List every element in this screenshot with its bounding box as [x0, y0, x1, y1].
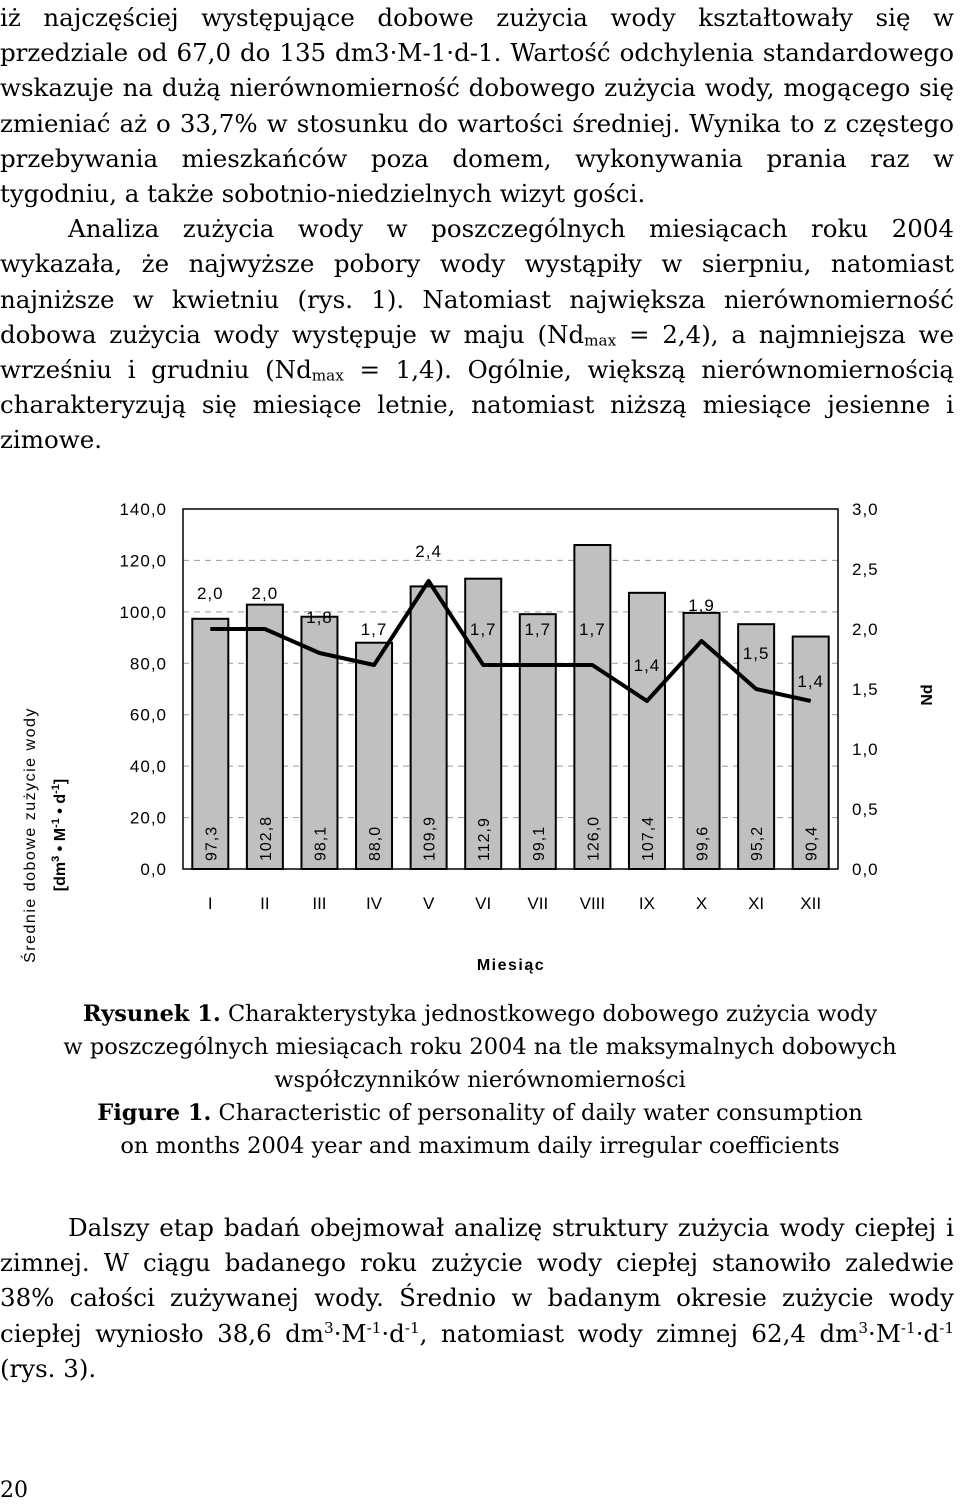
paragraph-2-part-c: = 1,4). Ogólnie, większą nierównomiernością charakteryzują się miesiące letnie, natomiast niższą miesiące jesienne i zimowe. — [0, 355, 954, 455]
x-tick-label: V — [422, 894, 435, 913]
bar-value-label: 88,0 — [367, 825, 385, 861]
nd-line-series — [210, 581, 810, 701]
y2-tick-label: 1,5 — [852, 680, 879, 699]
caption-en-line-2: on months 2004 year and maximum daily irregular coefficients — [120, 1133, 840, 1159]
line-value-label: 1,5 — [742, 644, 770, 663]
y2-tick-label: 0,5 — [852, 800, 879, 819]
line-value-label: 1,7 — [360, 620, 388, 639]
y-tick-label: 120,0 — [119, 551, 167, 571]
x-tick-label: XII — [800, 894, 822, 913]
bar-value-label: 107,4 — [639, 815, 657, 861]
line-value-label: 1,8 — [306, 608, 333, 627]
nd-line — [210, 581, 810, 701]
subscript-max: max — [584, 331, 617, 350]
paragraph-2-part-b: = 2,4), a najmniejsza we wrześniu i grudniu (Nd — [0, 319, 955, 385]
figure-caption — [0, 998, 960, 1163]
bar-value-label: 95,2 — [749, 825, 767, 861]
paragraph-2 — [0, 211, 954, 457]
y-tick-label: 40,0 — [129, 757, 167, 777]
y2-tick-label: 0,0 — [852, 860, 879, 879]
page-number: 20 — [0, 1478, 28, 1503]
x-tick-label: I — [207, 894, 213, 913]
secondary-y-axis-title: Nd — [919, 684, 936, 706]
bottom-text-block — [0, 1210, 954, 1386]
y2-tick-label: 2,5 — [852, 560, 879, 579]
x-tick-label: X — [695, 894, 708, 913]
bar-value-label: 109,9 — [421, 815, 439, 861]
caption-pl-line-2: w poszczególnych miesiącach roku 2004 na tle maksymalnych dobowych — [63, 1034, 897, 1060]
paragraph-1: iż najczęściej występujące dobowe zużycia wody kształtowały się w przedziale od 67,0 do 135 dm3·M-1·d-1. Wartość odchylenia standardowego wskazuje na dużą nierównomierność dobowego zużycia wody, mogącego się zmieniać aż o 33,7% w stosunku do wartości średniej. Wynika to z częstego przebywania mieszkańców poza domem, wykonywania prania raz w tygodniu, a także sobotnio-niedzielnych wizyt gości. — [0, 3, 954, 209]
caption-en-label: Figure 1. — [97, 1100, 212, 1126]
x-tick-label: VIII — [579, 894, 606, 913]
y-tick-label: 80,0 — [129, 654, 167, 674]
y2-tick-label: 1,0 — [852, 740, 879, 759]
x-tick-label: XI — [748, 894, 765, 913]
bar-value-label: 97,3 — [203, 825, 221, 861]
caption-pl-label: Rysunek 1. — [82, 1001, 221, 1027]
bars — [192, 545, 828, 869]
caption-pl-line-1: Rysunek 1. Charakterystyka jednostkowego dobowego zużycia wody — [82, 1001, 878, 1027]
y-axis-unit: [$dm^3$ • $M^{-1}$ • $d^{-1}$] — [50, 778, 69, 892]
x-tick-label: IX — [638, 894, 655, 913]
bar-value-label: 98,1 — [312, 825, 330, 861]
x-axis-title: Miesiąc — [476, 957, 546, 974]
line-value-label: 1,4 — [797, 672, 825, 691]
bar-value-label: 102,8 — [257, 815, 275, 861]
top-text-block — [0, 0, 954, 458]
line-value-label: 1,9 — [688, 596, 715, 615]
y-tick-label: 60,0 — [129, 705, 167, 725]
bar-value-label: 99,6 — [694, 825, 712, 861]
line-value-label: 1,7 — [469, 620, 497, 639]
y2-tick-label: 2,0 — [852, 620, 879, 639]
line-value-label: 2,0 — [196, 584, 224, 603]
line-value-label: 1,4 — [633, 656, 661, 675]
y-axis-title: Średnie dobowe zużycie wody — [22, 707, 39, 963]
paragraph-2-part-a: Analiza zużycia wody w poszczególnych miesiącach roku 2004 wykazała, że najwyższe pobory wody wystąpiły w sierpniu, natomiast najniższe w kwietniu (rys. 1). Natomiast największa nierównomierność dobowa zużycia wody występuje w maju (Nd — [0, 214, 954, 349]
caption-en-line-1: Figure 1. Characteristic of personality of daily water consumption — [97, 1100, 863, 1126]
bar-value-label: 112,9 — [476, 817, 494, 861]
x-tick-label: III — [312, 894, 327, 913]
y-tick-label: 100,0 — [119, 602, 167, 622]
y-tick-label: 20,0 — [129, 808, 167, 828]
y-tick-label: 0,0 — [140, 860, 167, 879]
y-tick-label: 140,0 — [119, 500, 167, 519]
figure-1-chart — [0, 480, 960, 985]
x-tick-label: VI — [475, 894, 492, 913]
bar-value-label: 126,0 — [585, 815, 603, 861]
subscript-max: max — [311, 366, 344, 385]
x-tick-label: VII — [527, 894, 549, 913]
bar-value-label: 99,1 — [530, 825, 548, 861]
x-tick-label: IV — [366, 894, 383, 913]
y2-tick-label: 3,0 — [852, 500, 879, 519]
bar-value-label: 90,4 — [803, 825, 821, 861]
x-tick-label: II — [260, 894, 270, 913]
paragraph-3: Dalszy etap badań obejmował analizę struktury zużycia wody ciepłej i zimnej. W ciągu badanego roku zużycie wody ciepłej stanowiło zaledwie 38% całości zużywanej wody. Średnio w badanym okresie zużycie wody ciepłej wyniosło 38,6 $dm^3\cdot M^{-1}\cdot d^{-1}$, natomiast wody zimnej 62,4 $dm^3\cdot M^{-1}\cdot d^{-1}$ (rys. 3). — [0, 1213, 954, 1383]
line-value-label: 1,7 — [524, 620, 552, 639]
line-value-label: 2,0 — [251, 584, 279, 603]
line-value-label: 1,7 — [579, 620, 606, 639]
line-value-label: 2,4 — [415, 542, 442, 561]
caption-pl-line-3: współczynników nierównomierności — [274, 1067, 686, 1093]
